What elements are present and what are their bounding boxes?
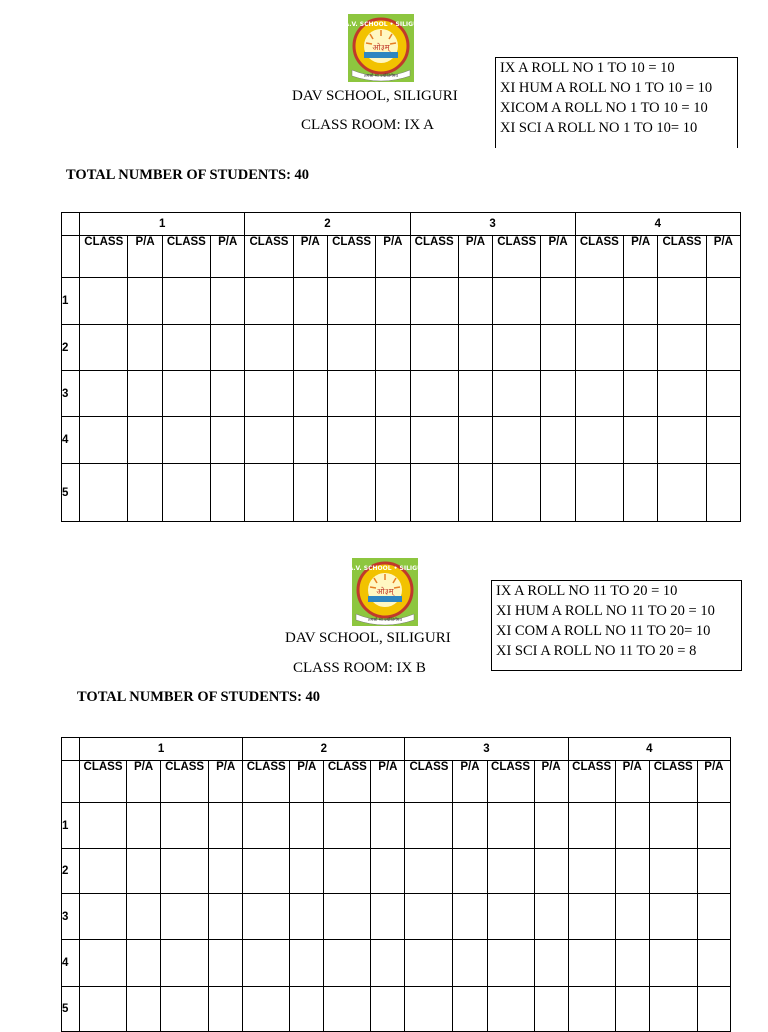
- entry-cell[interactable]: [80, 894, 127, 940]
- entry-cell[interactable]: [80, 464, 128, 522]
- class-header: CLASS: [487, 761, 534, 803]
- entry-cell[interactable]: [405, 894, 453, 940]
- row-number: 3: [62, 371, 80, 417]
- entry-cell[interactable]: [458, 417, 492, 464]
- entry-cell[interactable]: [615, 940, 649, 987]
- entry-cell[interactable]: [458, 464, 492, 522]
- entry-cell[interactable]: [487, 940, 534, 987]
- entry-cell[interactable]: [453, 987, 487, 1032]
- pa-header: P/A: [128, 236, 162, 278]
- entry-cell[interactable]: [568, 849, 615, 894]
- entry-cell[interactable]: [568, 894, 615, 940]
- entry-cell[interactable]: [290, 894, 324, 940]
- entry-cell[interactable]: [162, 417, 210, 464]
- entry-cell[interactable]: [493, 371, 541, 417]
- entry-cell[interactable]: [706, 278, 740, 325]
- entry-cell[interactable]: [376, 278, 410, 325]
- entry-cell[interactable]: [243, 940, 290, 987]
- class-room-title: CLASS ROOM: IX A: [301, 117, 434, 133]
- entry-cell[interactable]: [541, 371, 575, 417]
- entry-cell[interactable]: [658, 371, 706, 417]
- entry-cell[interactable]: [245, 464, 293, 522]
- school-name: DAV SCHOOL, SILIGURI: [285, 630, 451, 646]
- svg-text:तमसो मा ज्योतिर्गमय: तमसो मा ज्योतिर्गमय: [367, 618, 403, 623]
- entry-cell[interactable]: [128, 325, 162, 371]
- blank-cell: [62, 236, 80, 278]
- class-header: CLASS: [493, 236, 541, 278]
- corner-cell: [62, 213, 80, 236]
- entry-cell[interactable]: [575, 371, 623, 417]
- attendance-table: [61, 737, 731, 1032]
- row-number: 2: [62, 849, 80, 894]
- entry-cell[interactable]: [697, 987, 730, 1032]
- row-number: 1: [62, 278, 80, 325]
- entry-cell[interactable]: [245, 417, 293, 464]
- entry-cell[interactable]: [493, 417, 541, 464]
- entry-cell[interactable]: [697, 849, 730, 894]
- entry-cell[interactable]: [410, 464, 458, 522]
- row-number: 3: [62, 894, 80, 940]
- entry-cell[interactable]: [453, 940, 487, 987]
- entry-cell[interactable]: [161, 803, 209, 849]
- pa-header: P/A: [706, 236, 740, 278]
- school-emblem-icon: [337, 14, 425, 82]
- row-number: 5: [62, 464, 80, 522]
- group-header: 4: [575, 213, 740, 236]
- entry-cell[interactable]: [405, 803, 453, 849]
- pa-header: P/A: [290, 761, 324, 803]
- group-header: 1: [80, 213, 245, 236]
- pa-header: P/A: [376, 236, 410, 278]
- entry-cell[interactable]: [127, 940, 161, 987]
- school-logo: [341, 558, 429, 626]
- entry-cell[interactable]: [458, 325, 492, 371]
- entry-cell[interactable]: [453, 894, 487, 940]
- entry-cell[interactable]: [706, 371, 740, 417]
- entry-cell[interactable]: [290, 849, 324, 894]
- roll-info-box: [491, 580, 742, 671]
- entry-cell[interactable]: [649, 803, 697, 849]
- entry-cell[interactable]: [128, 464, 162, 522]
- entry-cell[interactable]: [243, 849, 290, 894]
- table-row: [62, 464, 741, 522]
- entry-cell[interactable]: [290, 940, 324, 987]
- entry-cell[interactable]: [293, 371, 327, 417]
- group-header: 2: [245, 213, 410, 236]
- entry-cell[interactable]: [615, 803, 649, 849]
- table-row: [62, 278, 741, 325]
- roll-info-line: XI HUM A ROLL NO 11 TO 20 = 10: [496, 603, 715, 619]
- entry-cell[interactable]: [293, 278, 327, 325]
- entry-cell[interactable]: [649, 894, 697, 940]
- entry-cell[interactable]: [127, 894, 161, 940]
- entry-cell[interactable]: [324, 940, 371, 987]
- pa-header: P/A: [127, 761, 161, 803]
- entry-cell[interactable]: [293, 464, 327, 522]
- entry-cell[interactable]: [127, 803, 161, 849]
- entry-cell[interactable]: [371, 894, 405, 940]
- row-number: 5: [62, 987, 80, 1032]
- entry-cell[interactable]: [575, 325, 623, 371]
- class-room-title: CLASS ROOM: IX B: [293, 660, 426, 676]
- entry-cell[interactable]: [575, 278, 623, 325]
- corner-cell: [62, 738, 80, 761]
- entry-cell[interactable]: [243, 987, 290, 1032]
- entry-cell[interactable]: [127, 987, 161, 1032]
- entry-cell[interactable]: [568, 987, 615, 1032]
- entry-cell[interactable]: [161, 940, 209, 987]
- table-row: [62, 417, 741, 464]
- pa-header: P/A: [615, 761, 649, 803]
- entry-cell[interactable]: [410, 371, 458, 417]
- entry-cell[interactable]: [161, 849, 209, 894]
- entry-cell[interactable]: [243, 803, 290, 849]
- entry-cell[interactable]: [162, 278, 210, 325]
- table-row: [62, 325, 741, 371]
- svg-text:ओ३म्: ओ३म्: [372, 43, 390, 52]
- total-students: TOTAL NUMBER OF STUDENTS: 40: [66, 167, 310, 183]
- entry-cell[interactable]: [290, 803, 324, 849]
- entry-cell[interactable]: [293, 325, 327, 371]
- class-header: CLASS: [243, 761, 290, 803]
- table-row: [62, 803, 731, 849]
- entry-cell[interactable]: [376, 371, 410, 417]
- blank-cell: [62, 761, 80, 803]
- school-logo: [337, 14, 425, 82]
- entry-cell[interactable]: [211, 278, 245, 325]
- class-header: CLASS: [161, 761, 209, 803]
- entry-cell[interactable]: [658, 417, 706, 464]
- class-header: CLASS: [245, 236, 293, 278]
- entry-cell[interactable]: [327, 325, 375, 371]
- group-header: 3: [410, 213, 575, 236]
- entry-cell[interactable]: [80, 325, 128, 371]
- entry-cell[interactable]: [615, 894, 649, 940]
- entry-cell[interactable]: [405, 940, 453, 987]
- entry-cell[interactable]: [487, 987, 534, 1032]
- class-header: CLASS: [162, 236, 210, 278]
- entry-cell[interactable]: [80, 278, 128, 325]
- entry-cell[interactable]: [211, 464, 245, 522]
- class-header: CLASS: [410, 236, 458, 278]
- entry-cell[interactable]: [209, 894, 243, 940]
- svg-text:D.A.V. SCHOOL • SILIGURI: D.A.V. SCHOOL • SILIGURI: [341, 565, 429, 572]
- pa-header: P/A: [624, 236, 658, 278]
- entry-cell[interactable]: [493, 278, 541, 325]
- table-row: [62, 987, 731, 1032]
- table-row: [62, 940, 731, 987]
- entry-cell[interactable]: [534, 987, 568, 1032]
- entry-cell[interactable]: [458, 278, 492, 325]
- row-number: 1: [62, 803, 80, 849]
- entry-cell[interactable]: [624, 371, 658, 417]
- entry-cell[interactable]: [534, 803, 568, 849]
- entry-cell[interactable]: [324, 849, 371, 894]
- pa-header: P/A: [697, 761, 730, 803]
- entry-cell[interactable]: [534, 940, 568, 987]
- entry-cell[interactable]: [161, 987, 209, 1032]
- entry-cell[interactable]: [487, 894, 534, 940]
- entry-cell[interactable]: [624, 464, 658, 522]
- entry-cell[interactable]: [649, 987, 697, 1032]
- entry-cell[interactable]: [615, 987, 649, 1032]
- roll-info-line: XI SCI A ROLL NO 11 TO 20 = 8: [496, 643, 697, 659]
- entry-cell[interactable]: [453, 803, 487, 849]
- entry-cell[interactable]: [697, 940, 730, 987]
- attendance-table: [61, 212, 741, 522]
- row-number: 4: [62, 940, 80, 987]
- entry-cell[interactable]: [376, 464, 410, 522]
- pa-header: P/A: [371, 761, 405, 803]
- entry-cell[interactable]: [624, 278, 658, 325]
- table-row: [62, 371, 741, 417]
- entry-cell[interactable]: [162, 325, 210, 371]
- roll-info-line: XI HUM A ROLL NO 1 TO 10 = 10: [500, 80, 713, 96]
- entry-cell[interactable]: [209, 803, 243, 849]
- table-row: [62, 894, 731, 940]
- class-header: CLASS: [568, 761, 615, 803]
- entry-cell[interactable]: [371, 849, 405, 894]
- entry-cell[interactable]: [209, 849, 243, 894]
- school-name: DAV SCHOOL, SILIGURI: [292, 88, 458, 104]
- entry-cell[interactable]: [293, 417, 327, 464]
- entry-cell[interactable]: [371, 940, 405, 987]
- class-header: CLASS: [649, 761, 697, 803]
- entry-cell[interactable]: [80, 849, 127, 894]
- entry-cell[interactable]: [493, 325, 541, 371]
- entry-cell[interactable]: [541, 278, 575, 325]
- entry-cell[interactable]: [658, 464, 706, 522]
- entry-cell[interactable]: [245, 325, 293, 371]
- entry-cell[interactable]: [211, 371, 245, 417]
- entry-cell[interactable]: [493, 464, 541, 522]
- entry-cell[interactable]: [658, 325, 706, 371]
- entry-cell[interactable]: [534, 849, 568, 894]
- entry-cell[interactable]: [371, 803, 405, 849]
- row-number: 4: [62, 417, 80, 464]
- entry-cell[interactable]: [697, 803, 730, 849]
- group-header: 3: [405, 738, 568, 761]
- entry-cell[interactable]: [405, 987, 453, 1032]
- entry-cell[interactable]: [458, 371, 492, 417]
- entry-cell[interactable]: [405, 849, 453, 894]
- group-header: 4: [568, 738, 730, 761]
- class-header: CLASS: [405, 761, 453, 803]
- pa-header: P/A: [541, 236, 575, 278]
- entry-cell[interactable]: [327, 464, 375, 522]
- school-emblem-icon: [341, 558, 429, 626]
- entry-cell[interactable]: [127, 849, 161, 894]
- entry-cell[interactable]: [371, 987, 405, 1032]
- class-header: CLASS: [324, 761, 371, 803]
- entry-cell[interactable]: [80, 371, 128, 417]
- svg-text:ओ३म्: ओ३म्: [376, 587, 394, 596]
- entry-cell[interactable]: [161, 894, 209, 940]
- entry-cell[interactable]: [324, 894, 371, 940]
- total-students: TOTAL NUMBER OF STUDENTS: 40: [77, 689, 321, 705]
- entry-cell[interactable]: [128, 278, 162, 325]
- class-header: CLASS: [658, 236, 706, 278]
- entry-cell[interactable]: [376, 325, 410, 371]
- entry-cell[interactable]: [128, 417, 162, 464]
- entry-cell[interactable]: [541, 417, 575, 464]
- roll-info-line: IX A ROLL NO 1 TO 10 = 10: [500, 60, 675, 76]
- entry-cell[interactable]: [697, 894, 730, 940]
- entry-cell[interactable]: [324, 987, 371, 1032]
- table-row: [62, 849, 731, 894]
- group-header-row: [62, 738, 731, 761]
- class-header: CLASS: [575, 236, 623, 278]
- group-header-row: [62, 213, 741, 236]
- entry-cell[interactable]: [706, 325, 740, 371]
- entry-cell[interactable]: [376, 417, 410, 464]
- entry-cell[interactable]: [80, 417, 128, 464]
- sub-header-row: [62, 761, 731, 803]
- row-number: 2: [62, 325, 80, 371]
- entry-cell[interactable]: [209, 987, 243, 1032]
- roll-info-box: [495, 57, 738, 148]
- class-header: CLASS: [327, 236, 375, 278]
- entry-cell[interactable]: [80, 987, 127, 1032]
- entry-cell[interactable]: [487, 803, 534, 849]
- pa-header: P/A: [293, 236, 327, 278]
- entry-cell[interactable]: [487, 849, 534, 894]
- entry-cell[interactable]: [162, 371, 210, 417]
- group-header: 2: [243, 738, 405, 761]
- entry-cell[interactable]: [575, 417, 623, 464]
- entry-cell[interactable]: [649, 849, 697, 894]
- entry-cell[interactable]: [80, 940, 127, 987]
- entry-cell[interactable]: [128, 371, 162, 417]
- entry-cell[interactable]: [162, 464, 210, 522]
- entry-cell[interactable]: [568, 803, 615, 849]
- entry-cell[interactable]: [541, 464, 575, 522]
- entry-cell[interactable]: [327, 278, 375, 325]
- entry-cell[interactable]: [410, 325, 458, 371]
- roll-info-line: XI SCI A ROLL NO 1 TO 10= 10: [500, 120, 698, 136]
- pa-header: P/A: [211, 236, 245, 278]
- entry-cell[interactable]: [568, 940, 615, 987]
- entry-cell[interactable]: [615, 849, 649, 894]
- entry-cell[interactable]: [575, 464, 623, 522]
- pa-header: P/A: [534, 761, 568, 803]
- entry-cell[interactable]: [649, 940, 697, 987]
- entry-cell[interactable]: [243, 894, 290, 940]
- roll-info-line: XI COM A ROLL NO 11 TO 20= 10: [496, 623, 711, 639]
- entry-cell[interactable]: [453, 849, 487, 894]
- pa-header: P/A: [453, 761, 487, 803]
- sub-header-row: [62, 236, 741, 278]
- entry-cell[interactable]: [324, 803, 371, 849]
- pa-header: P/A: [209, 761, 243, 803]
- class-header: CLASS: [80, 236, 128, 278]
- class-header: CLASS: [80, 761, 127, 803]
- svg-text:D.A.V. SCHOOL • SILIGURI: D.A.V. SCHOOL • SILIGURI: [337, 21, 425, 28]
- entry-cell[interactable]: [290, 987, 324, 1032]
- entry-cell[interactable]: [541, 325, 575, 371]
- entry-cell[interactable]: [245, 371, 293, 417]
- pa-header: P/A: [458, 236, 492, 278]
- svg-text:तमसो मा ज्योतिर्गमय: तमसो मा ज्योतिर्गमय: [363, 74, 399, 79]
- entry-cell[interactable]: [534, 894, 568, 940]
- entry-cell[interactable]: [80, 803, 127, 849]
- entry-cell[interactable]: [624, 325, 658, 371]
- group-header: 1: [80, 738, 243, 761]
- roll-info-line: XICOM A ROLL NO 1 TO 10 = 10: [500, 100, 708, 116]
- entry-cell[interactable]: [706, 417, 740, 464]
- entry-cell[interactable]: [624, 417, 658, 464]
- entry-cell[interactable]: [706, 464, 740, 522]
- entry-cell[interactable]: [209, 940, 243, 987]
- entry-cell[interactable]: [327, 417, 375, 464]
- entry-cell[interactable]: [245, 278, 293, 325]
- entry-cell[interactable]: [410, 278, 458, 325]
- roll-info-line: IX A ROLL NO 11 TO 20 = 10: [496, 583, 678, 599]
- entry-cell[interactable]: [658, 278, 706, 325]
- entry-cell[interactable]: [410, 417, 458, 464]
- entry-cell[interactable]: [211, 325, 245, 371]
- entry-cell[interactable]: [327, 371, 375, 417]
- entry-cell[interactable]: [211, 417, 245, 464]
